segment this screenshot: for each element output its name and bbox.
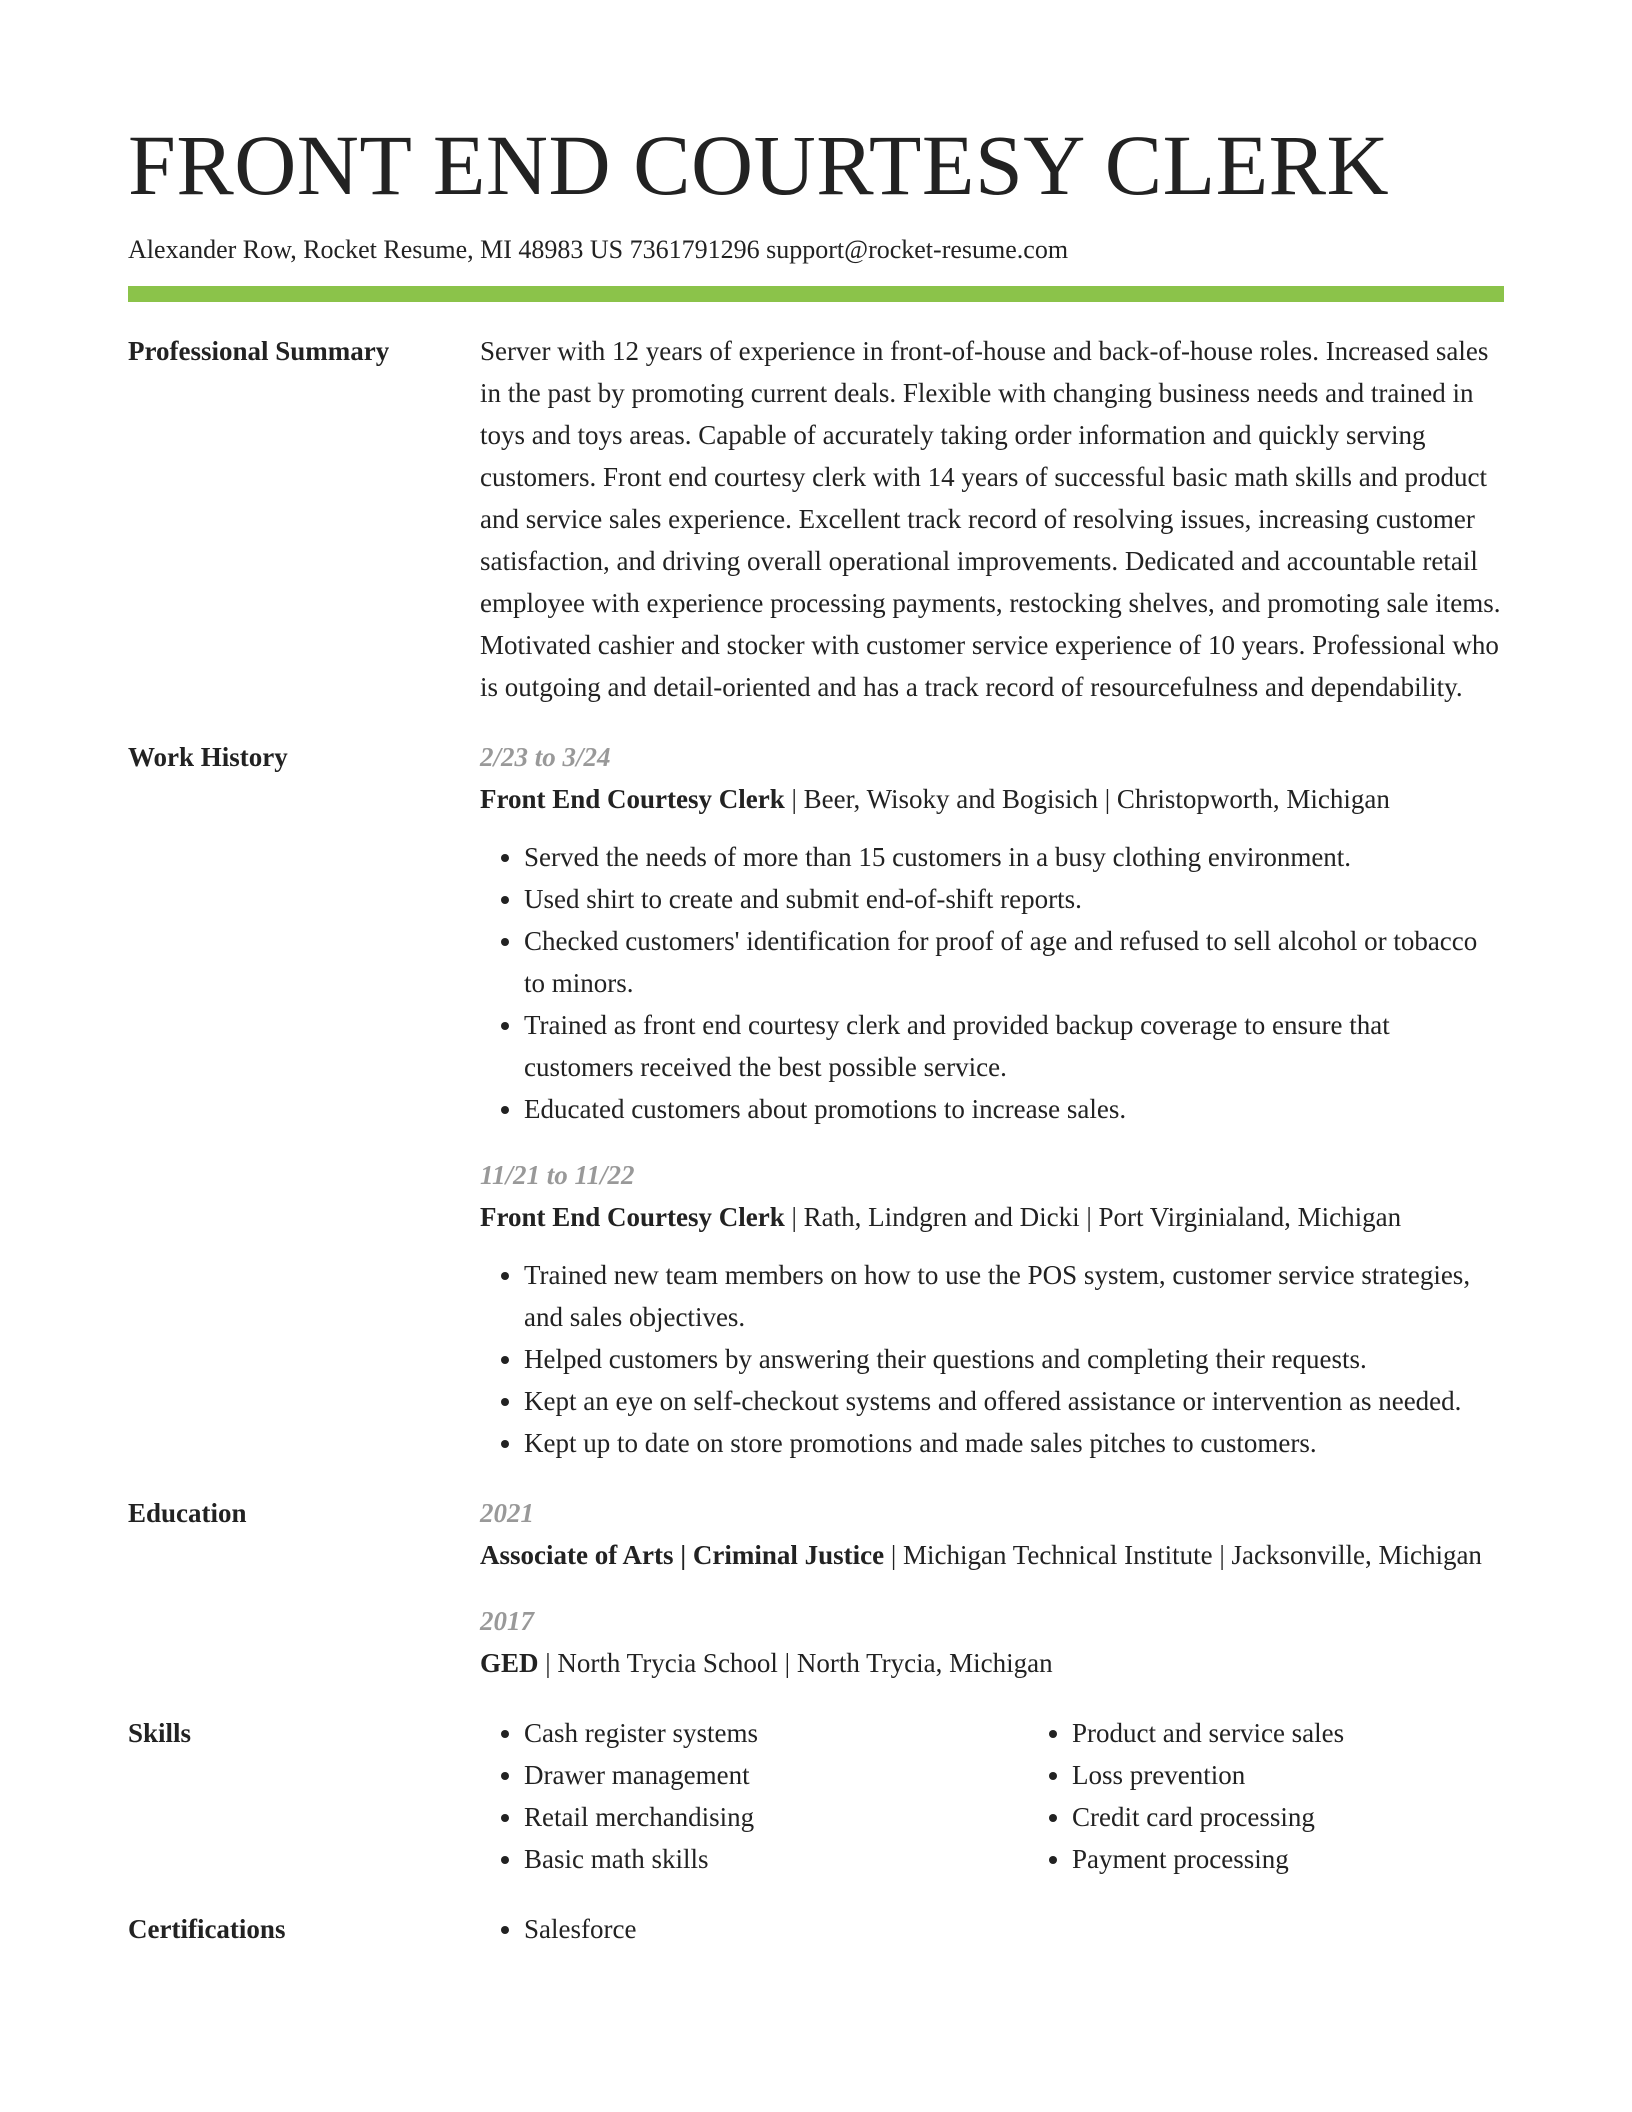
job-bullet: • Trained new team members on how to use the POS system, customer service strategies, and sales objectives. [524,1254,1504,1338]
job-details: | Beer, Wisoky and Bogisich | Christopworth, Michigan [784,784,1390,815]
section-heading-education: Education [128,1498,247,1529]
education-degree: Associate of Arts | Criminal Justice [480,1540,885,1571]
skill-item: • Retail merchandising [524,1796,1028,1838]
job-title: Front End Courtesy Clerk [480,784,785,815]
job-dates: 11/21 to 11/22 [480,1160,635,1191]
education-entry [480,1600,1504,1684]
job-title: Front End Courtesy Clerk [480,1202,785,1233]
education-degree: GED [480,1648,539,1679]
education-header [480,1642,1504,1684]
job-bullet: • Educated customers about promotions to increase sales. [524,1088,1504,1130]
job-details: | Rath, Lindgren and Dicki | Port Virginialand, Michigan [784,1202,1402,1233]
summary-section [128,330,1504,708]
job-header [480,1196,1504,1238]
accent-divider [128,286,1504,302]
education-header [480,1534,1504,1576]
education-body [480,1492,1504,1684]
job-bullets [480,1254,1504,1464]
resume-page [128,118,1504,1950]
job-bullets [480,836,1504,1130]
skills-grid [480,1712,1576,1880]
education-entry [480,1492,1504,1576]
skills-body [480,1712,1576,1880]
contact-line: Alexander Row, Rocket Resume, MI 48983 US 7361791296 support@rocket-resume.com [128,234,1069,264]
education-section [128,1492,1504,1684]
section-heading-summary: Professional Summary [128,336,390,367]
work-history-section [128,736,1504,1464]
job-bullet: • Kept an eye on self-checkout systems and offered assistance or intervention as needed. [524,1380,1504,1422]
skill-item: • Cash register systems [524,1712,1028,1754]
skills-column-right [1028,1712,1576,1880]
section-heading-work-history: Work History [128,742,288,773]
job-bullet: • Checked customers' identification for proof of age and refused to sell alcohol or tobacco to minors. [524,920,1504,1004]
skill-item: • Credit card processing [1072,1796,1576,1838]
job-bullet: • Kept up to date on store promotions and made sales pitches to customers. [524,1422,1504,1464]
skill-item: • Drawer management [524,1754,1028,1796]
skill-item: • Payment processing [1072,1838,1576,1880]
summary-body [480,330,1504,708]
job-bullet: • Helped customers by answering their questions and completing their requests. [524,1338,1504,1380]
education-details: | Michigan Technical Institute | Jacksonville, Michigan [884,1540,1482,1571]
job-bullet: • Used shirt to create and submit end-of-shift reports. [524,878,1504,920]
work-history-body [480,736,1504,1464]
skills-column-left [480,1712,1028,1880]
job-entry [480,736,1504,1130]
skills-section [128,1712,1504,1880]
certifications-section [128,1908,1504,1950]
section-heading-certifications: Certifications [128,1914,286,1945]
skill-item: • Basic math skills [524,1838,1028,1880]
job-bullet: • Served the needs of more than 15 customers in a busy clothing environment. [524,836,1504,878]
job-entry [480,1154,1504,1464]
certifications-body [480,1908,1504,1950]
certification-item: • Salesforce [524,1908,1504,1950]
skill-item: • Product and service sales [1072,1712,1576,1754]
job-header [480,778,1504,820]
section-heading-skills: Skills [128,1718,192,1749]
education-details: | North Trycia School | North Trycia, Michigan [538,1648,1053,1679]
job-bullet: • Trained as front end courtesy clerk and provided backup coverage to ensure that customers received the best possible service. [524,1004,1504,1088]
summary-text: Server with 12 years of experience in front-of-house and back-of-house roles. Increased sales in the past by promoting current deals. Flexible with changing business needs and trained in toys and toys areas. Capable of accurately taking order information and quickly serving customers. Front end courtesy clerk with 14 years of successful basic math skills and product and service sales experience. Excellent track record of resolving issues, increasing customer satisfaction, and driving overall operational improvements. Dedicated and accountable retail employee with experience processing payments, restocking shelves, and promoting sale items. Motivated cashier and stocker with customer service experience of 10 years. Professional who is outgoing and detail-oriented and has a track record of resourcefulness and dependability. [480,336,1501,703]
education-year: 2017 [480,1606,534,1637]
certification-list [480,1908,1504,1950]
job-dates: 2/23 to 3/24 [480,742,611,773]
skill-item: • Loss prevention [1072,1754,1576,1796]
education-year: 2021 [480,1498,534,1529]
resume-title: FRONT END COURTESY CLERK [128,117,1390,213]
